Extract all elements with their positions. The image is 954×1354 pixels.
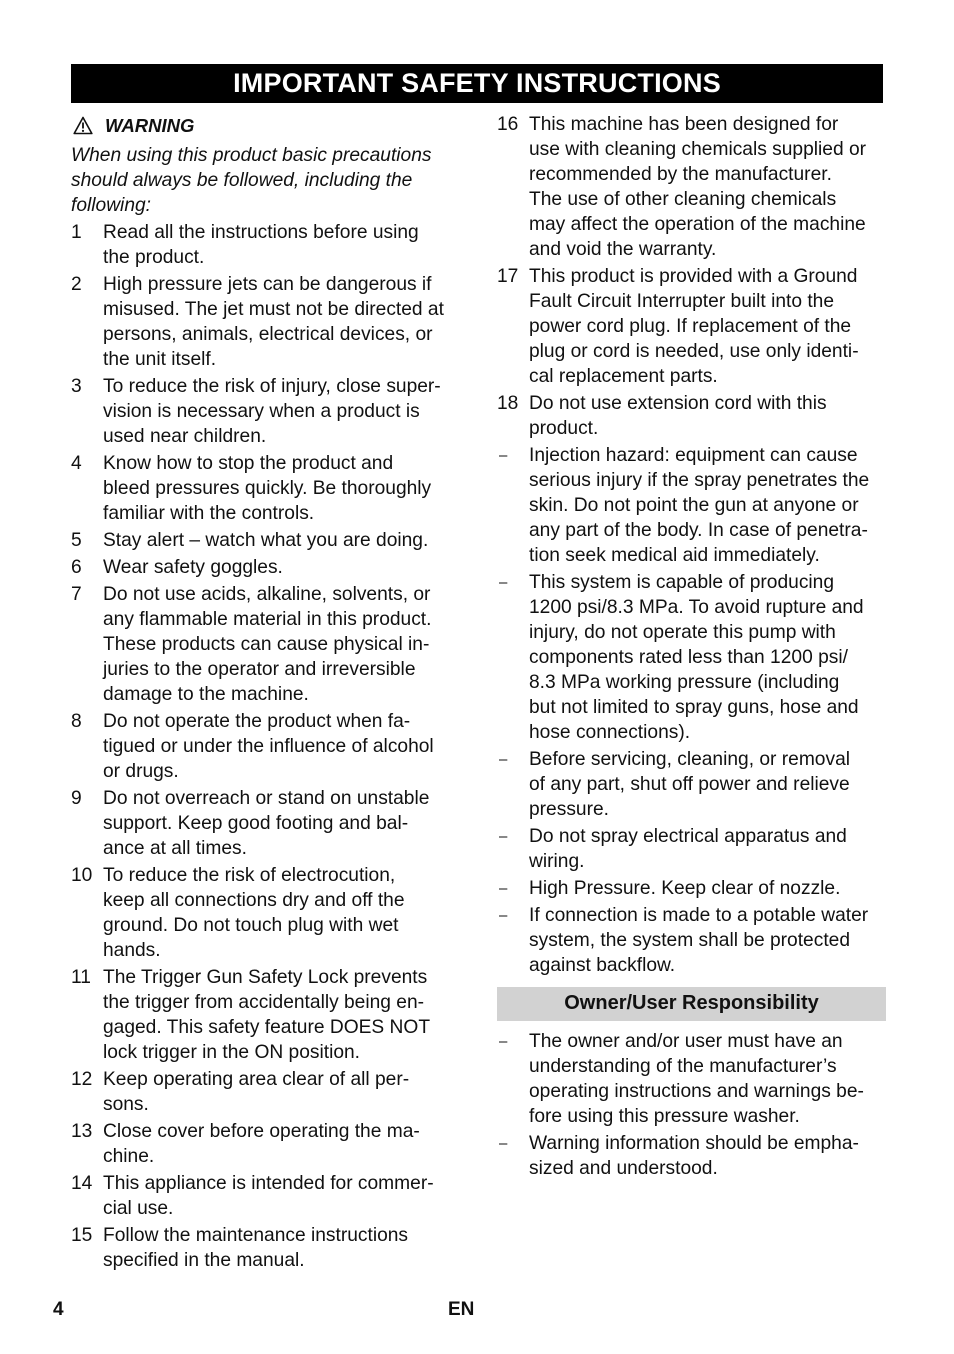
item-line: This system is capable of producing: [529, 572, 835, 593]
item-line: the product.: [103, 247, 205, 268]
item-number: 3: [71, 376, 82, 397]
list-item: [71, 1119, 461, 1169]
item-dash: –: [499, 751, 508, 768]
item-number: 18: [497, 393, 519, 414]
item-line: The use of other cleaning chemicals: [529, 189, 837, 210]
warning-intro: When using this product basic precautions should always be followed, including the following:: [71, 145, 432, 216]
item-dash: –: [499, 574, 508, 591]
item-text: [103, 965, 461, 1065]
item-text: [103, 786, 461, 861]
item-line: The Trigger Gun Safety Lock prevents: [103, 967, 428, 988]
list-item: [71, 528, 461, 553]
item-text: [103, 1223, 461, 1273]
list-item: [497, 747, 887, 822]
list-item: [71, 374, 461, 449]
item-line: 8.3 MPa working pressure (including: [529, 672, 840, 693]
item-dash: –: [499, 828, 508, 845]
item-line: may affect the operation of the machine: [529, 214, 866, 235]
left-instruction-list: [71, 220, 461, 1273]
item-line: keep all connections dry and off the: [103, 890, 405, 911]
item-line: Do not overreach or stand on unstable: [103, 788, 430, 809]
item-dash: –: [499, 447, 508, 464]
item-text: [103, 1067, 461, 1117]
item-line: Do not operate the product when fa-: [103, 711, 411, 732]
item-line: tigued or under the influence of alcohol: [103, 736, 434, 757]
item-number: 12: [71, 1069, 93, 1090]
item-line: and void the warranty.: [529, 239, 717, 260]
item-line: Wear safety goggles.: [103, 557, 283, 578]
item-line: bleed pressures quickly. Be thoroughly: [103, 478, 432, 499]
list-item: [497, 1029, 887, 1129]
item-number: 6: [71, 557, 82, 578]
item-line: support. Keep good footing and bal-: [103, 813, 409, 834]
list-item: [71, 582, 461, 707]
item-text: [103, 582, 461, 707]
item-line: To reduce the risk of electrocution,: [103, 865, 396, 886]
left-column: [71, 110, 461, 1273]
item-line: of any part, shut off power and relieve: [529, 774, 850, 795]
item-number: 2: [71, 274, 82, 295]
list-item: [71, 863, 461, 963]
warning-heading: [71, 113, 461, 138]
item-line: sons.: [103, 1094, 149, 1115]
item-text: [103, 451, 461, 526]
item-text: [103, 709, 461, 784]
item-line: sized and understood.: [529, 1158, 718, 1179]
item-line: High Pressure. Keep clear of nozzle.: [529, 878, 841, 899]
item-line: misused. The jet must not be directed at: [103, 299, 444, 320]
item-line: Before servicing, cleaning, or removal: [529, 749, 851, 770]
item-line: damage to the machine.: [103, 684, 309, 705]
item-line: Keep operating area clear of all per-: [103, 1069, 410, 1090]
item-line: skin. Do not point the gun at anyone or: [529, 495, 859, 516]
item-text: [103, 555, 461, 580]
item-line: understanding of the manufacturer’s: [529, 1056, 837, 1077]
list-item: [71, 220, 461, 270]
item-line: use with cleaning chemicals supplied or: [529, 139, 867, 160]
list-item: [497, 903, 887, 978]
item-number: 7: [71, 584, 82, 605]
item-line: against backflow.: [529, 955, 676, 976]
item-line: Warning information should be empha-: [529, 1133, 859, 1154]
item-line: 1200 psi/8.3 MPa. To avoid rupture and: [529, 597, 864, 618]
item-number: 8: [71, 711, 82, 732]
list-item: [497, 112, 887, 262]
item-text: [103, 220, 461, 270]
list-item: [71, 555, 461, 580]
item-line: power cord plug. If replacement of the: [529, 316, 852, 337]
list-item: [497, 570, 887, 745]
item-line: This machine has been designed for: [529, 114, 839, 135]
page-title: IMPORTANT SAFETY INSTRUCTIONS: [71, 64, 883, 103]
item-line: gaged. This safety feature DOES NOT: [103, 1017, 431, 1038]
item-text: [529, 112, 887, 262]
item-text: [103, 863, 461, 963]
item-line: Stay alert – watch what you are doing.: [103, 530, 429, 551]
item-line: Fault Circuit Interrupter built into the: [529, 291, 835, 312]
item-line: any part of the body. In case of penetra-: [529, 520, 868, 541]
item-dash: –: [499, 1135, 508, 1152]
item-line: injury, do not operate this pump with: [529, 622, 836, 643]
item-text: [529, 264, 887, 389]
item-line: operating instructions and warnings be-: [529, 1081, 864, 1102]
item-line: To reduce the risk of injury, close super-: [103, 376, 441, 397]
item-line: recommended by the manufacturer.: [529, 164, 832, 185]
item-line: wiring.: [529, 851, 585, 872]
item-line: the unit itself.: [103, 349, 217, 370]
item-line: chine.: [103, 1146, 155, 1167]
item-line: Close cover before operating the ma-: [103, 1121, 420, 1142]
item-line: Injection hazard: equipment can cause: [529, 445, 858, 466]
owner-instruction-list: [497, 1029, 887, 1181]
item-line: hose connections).: [529, 722, 691, 743]
item-line: hands.: [103, 940, 161, 961]
item-dash: –: [499, 1033, 508, 1050]
list-item: [71, 1171, 461, 1221]
item-line: plug or cord is needed, use only identi-: [529, 341, 859, 362]
item-line: vision is necessary when a product is: [103, 401, 420, 422]
language-code: EN: [448, 1299, 475, 1320]
item-line: ground. Do not touch plug with wet: [103, 915, 399, 936]
item-line: The owner and/or user must have an: [529, 1031, 843, 1052]
item-line: but not limited to spray guns, hose and: [529, 697, 859, 718]
item-number: 17: [497, 266, 519, 287]
item-line: components rated less than 1200 psi/: [529, 647, 848, 668]
item-text: [103, 1171, 461, 1221]
item-number: 11: [71, 967, 91, 988]
item-text: [103, 374, 461, 449]
list-item: [71, 451, 461, 526]
owner-section-heading: Owner/User Responsibility: [497, 987, 886, 1021]
item-line: Do not spray electrical apparatus and: [529, 826, 847, 847]
item-dash: –: [499, 907, 508, 924]
item-line: system, the system shall be protected: [529, 930, 850, 951]
item-line: Do not use extension cord with this: [529, 393, 827, 414]
item-number: 13: [71, 1121, 93, 1142]
item-line: used near children.: [103, 426, 267, 447]
item-text: [529, 1131, 887, 1181]
list-item: [71, 709, 461, 784]
item-number: 1: [71, 222, 82, 243]
item-line: familiar with the controls.: [103, 503, 315, 524]
item-text: [529, 824, 887, 874]
item-number: 9: [71, 788, 82, 809]
list-item: [497, 443, 887, 568]
item-number: 15: [71, 1225, 93, 1246]
item-line: the trigger from accidentally being en-: [103, 992, 425, 1013]
list-item: [497, 824, 887, 874]
item-text: [529, 747, 887, 822]
item-line: High pressure jets can be dangerous if: [103, 274, 432, 295]
item-line: Do not use acids, alkaline, solvents, or: [103, 584, 431, 605]
list-item: [497, 1131, 887, 1181]
list-item: [71, 272, 461, 372]
list-item: [71, 1223, 461, 1273]
item-line: product.: [529, 418, 599, 439]
item-number: 4: [71, 453, 82, 474]
item-line: juries to the operator and irreversible: [103, 659, 416, 680]
item-text: [529, 443, 887, 568]
item-line: serious injury if the spray penetrates the: [529, 470, 870, 491]
item-line: pressure.: [529, 799, 609, 820]
item-text: [103, 1119, 461, 1169]
list-item: [71, 965, 461, 1065]
item-text: [529, 391, 887, 441]
item-line: Read all the instructions before using: [103, 222, 419, 243]
item-text: [529, 570, 887, 745]
right-instruction-list: [497, 112, 887, 978]
item-line: This product is provided with a Ground: [529, 266, 858, 287]
item-line: Follow the maintenance instructions: [103, 1225, 409, 1246]
item-line: any flammable material in this product.: [103, 609, 432, 630]
item-line: tion seek medical aid immediately.: [529, 545, 820, 566]
item-text: [103, 528, 461, 553]
item-dash: –: [499, 880, 508, 897]
item-number: 16: [497, 114, 519, 135]
item-number: 10: [71, 865, 93, 886]
item-line: If connection is made to a potable water: [529, 905, 869, 926]
item-text: [529, 876, 887, 901]
item-line: ance at all times.: [103, 838, 247, 859]
item-number: 14: [71, 1173, 93, 1194]
item-line: or drugs.: [103, 761, 179, 782]
item-line: specified in the manual.: [103, 1250, 305, 1271]
item-line: cial use.: [103, 1198, 174, 1219]
list-item: [497, 264, 887, 389]
item-text: [529, 1029, 887, 1129]
item-line: cal replacement parts.: [529, 366, 718, 387]
right-column: [497, 110, 887, 1181]
warning-triangle-icon: [73, 116, 93, 135]
item-line: persons, animals, electrical devices, or: [103, 324, 433, 345]
item-number: 5: [71, 530, 82, 551]
warning-label: WARNING: [105, 115, 195, 136]
item-text: [529, 903, 887, 978]
item-line: fore using this pressure washer.: [529, 1106, 800, 1127]
list-item: [71, 786, 461, 861]
item-line: Know how to stop the product and: [103, 453, 394, 474]
list-item: [497, 876, 887, 901]
item-text: [103, 272, 461, 372]
item-line: lock trigger in the ON position.: [103, 1042, 361, 1063]
item-line: This appliance is intended for commer-: [103, 1173, 434, 1194]
list-item: [71, 1067, 461, 1117]
list-item: [497, 391, 887, 441]
page-number: 4: [53, 1299, 64, 1320]
item-line: These products can cause physical in-: [103, 634, 430, 655]
